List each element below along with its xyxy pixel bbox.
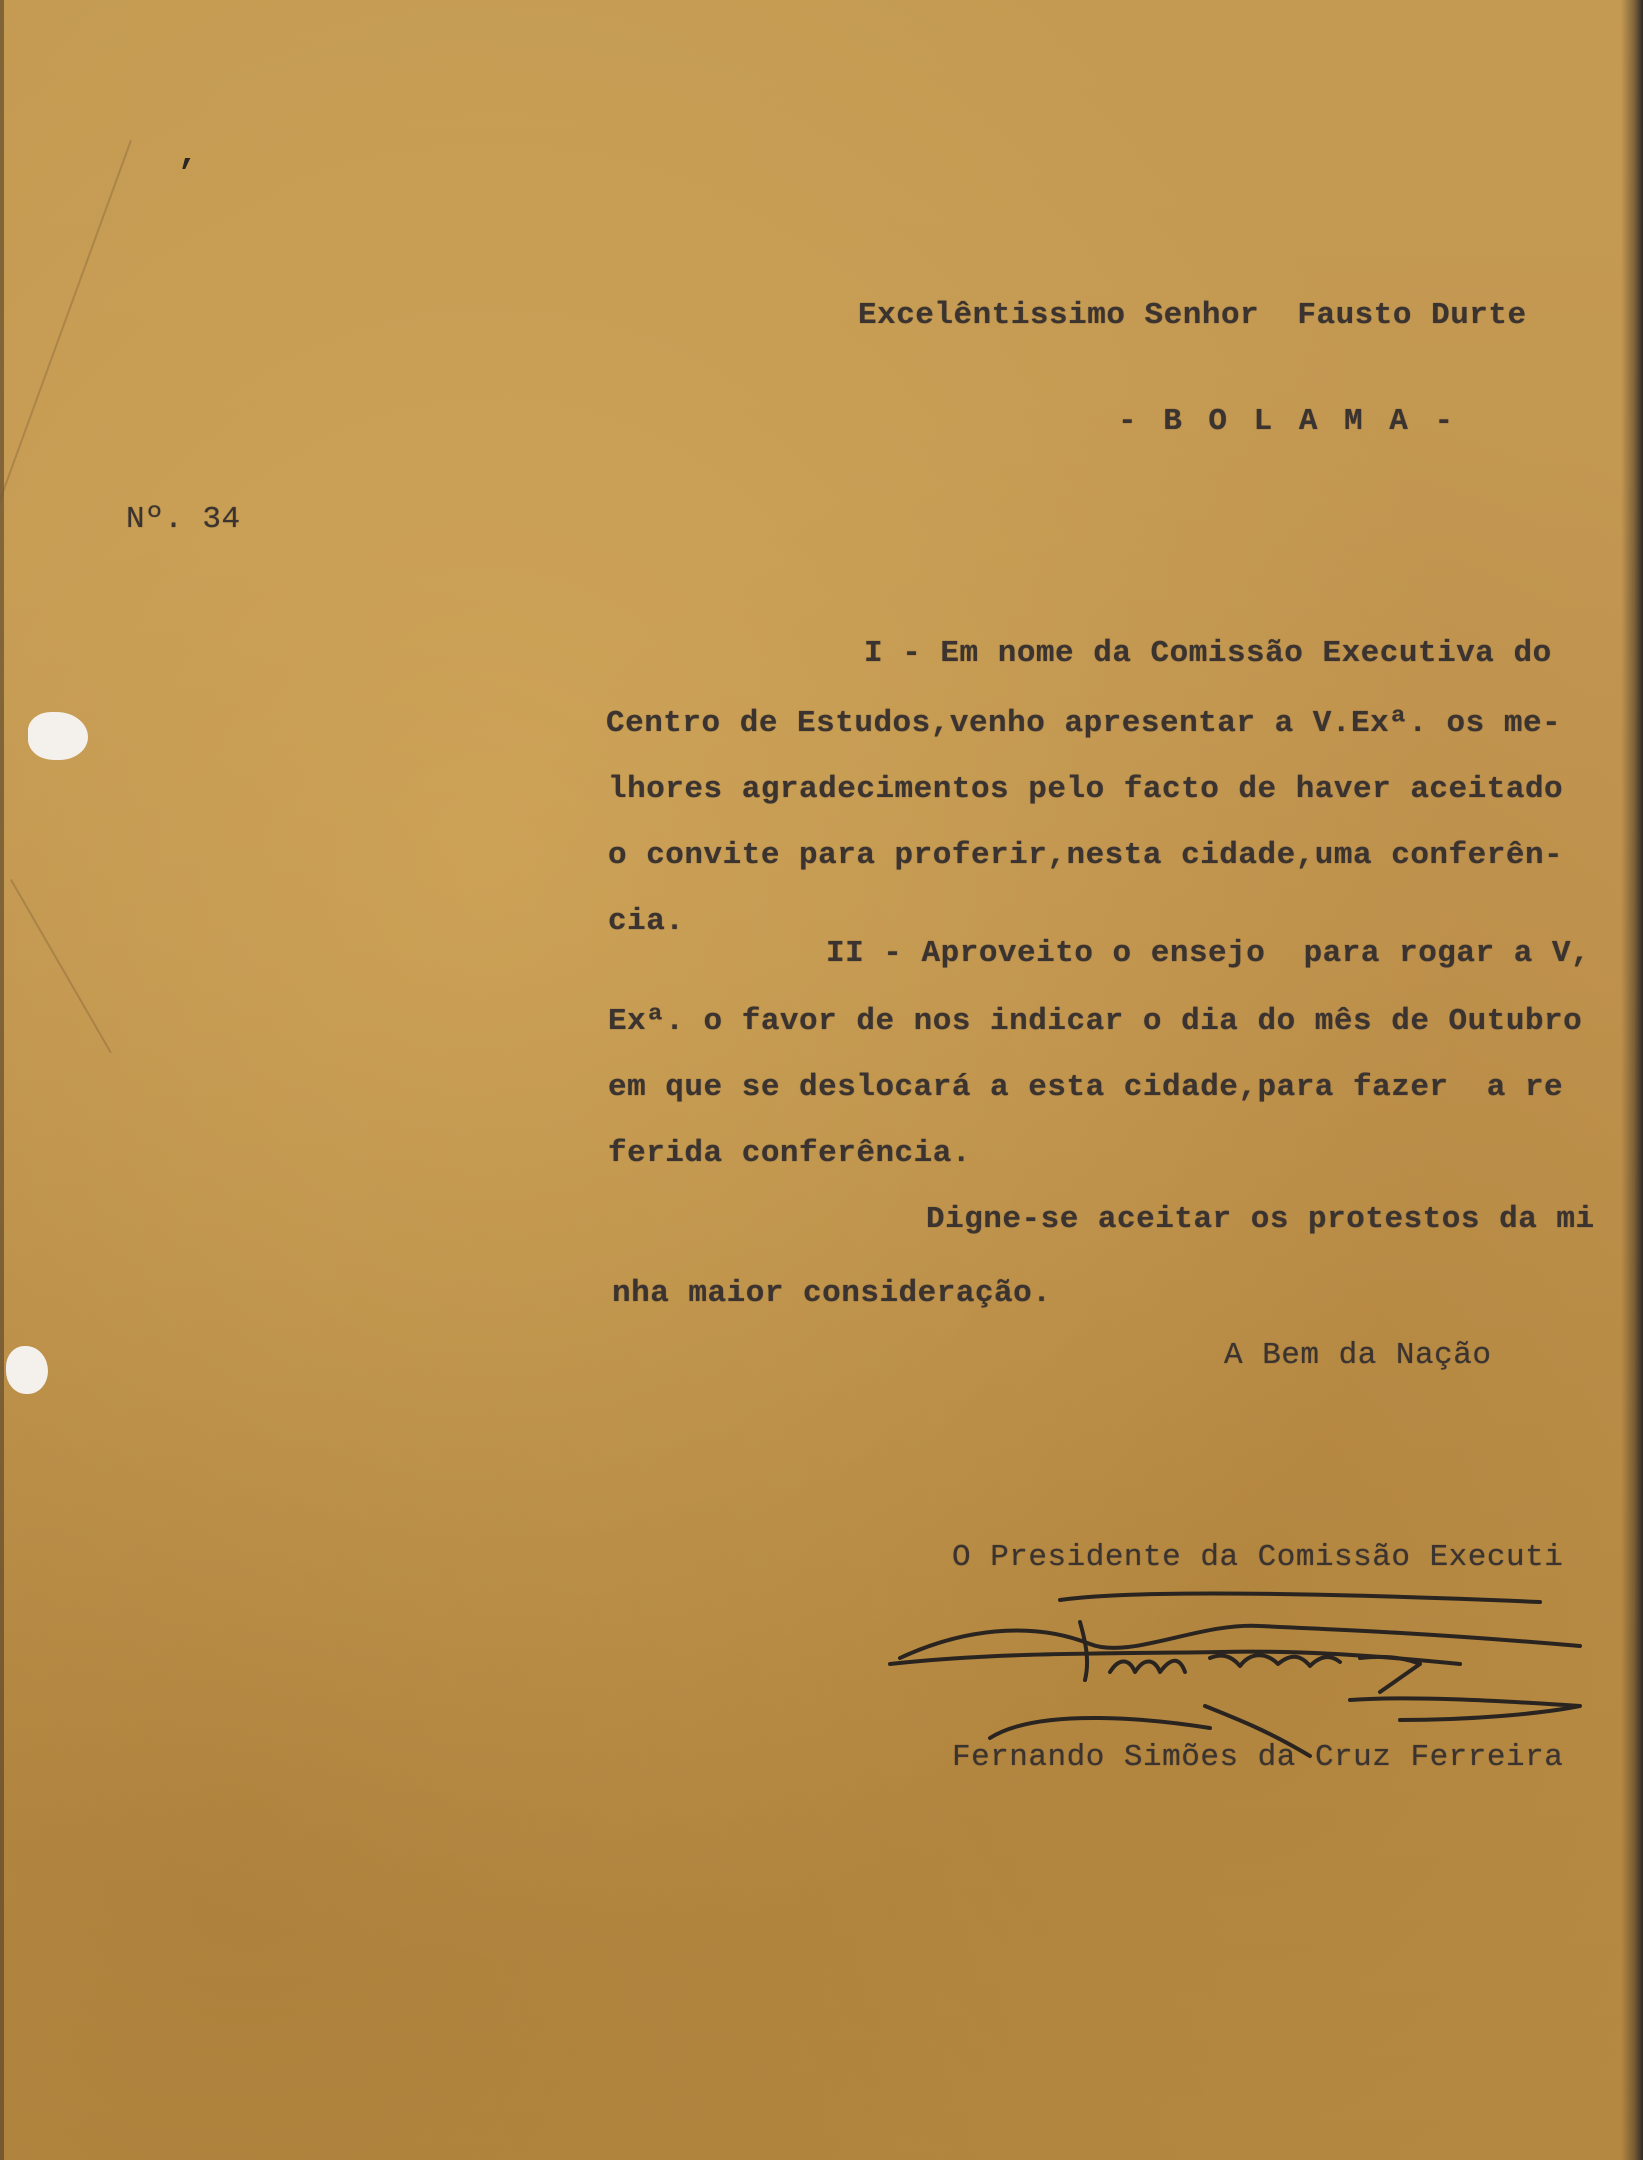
- body-line: II - Aproveito o ensejo para rogar a V,: [826, 936, 1591, 971]
- page-right-edge: [1621, 0, 1643, 2160]
- body-line: Digne-se aceitar os protestos da mi: [926, 1202, 1595, 1237]
- body-line: I - Em nome da Comissão Executiva do: [864, 636, 1552, 671]
- body-line: nha maior consideração.: [612, 1276, 1052, 1311]
- ink-mark: ,: [178, 136, 199, 174]
- paper-crease: [10, 879, 112, 1053]
- body-line: lhores agradecimentos pelo facto de haver aceitado: [608, 772, 1564, 807]
- handwritten-signature: [880, 1560, 1600, 1760]
- addressee: Excelêntissimo Senhor Fausto Durte: [858, 298, 1527, 333]
- punch-hole-top: [28, 712, 88, 760]
- body-line: em que se deslocará a esta cidade,para fazer a re: [608, 1070, 1564, 1105]
- signer-title: O Presidente da Comissão Executi: [952, 1540, 1564, 1575]
- body-line: o convite para proferir,nesta cidade,uma conferên-: [608, 838, 1564, 873]
- closing-salutation: A Bem da Nação: [1224, 1338, 1492, 1373]
- page-left-edge: [0, 0, 4, 2160]
- paper-crease: [0, 140, 132, 629]
- body-line: Centro de Estudos,venho apresentar a V.Exª. os me-: [606, 706, 1562, 741]
- body-line: ferida conferência.: [608, 1136, 971, 1171]
- letter-number: Nº. 34: [126, 502, 241, 537]
- punch-hole-bottom: [6, 1346, 48, 1394]
- place-name: - B O L A M A -: [1118, 404, 1458, 439]
- body-line: cia.: [608, 904, 685, 939]
- signer-name: Fernando Simões da Cruz Ferreira: [952, 1740, 1564, 1775]
- body-line: Exª. o favor de nos indicar o dia do mês de Outubro: [608, 1004, 1583, 1039]
